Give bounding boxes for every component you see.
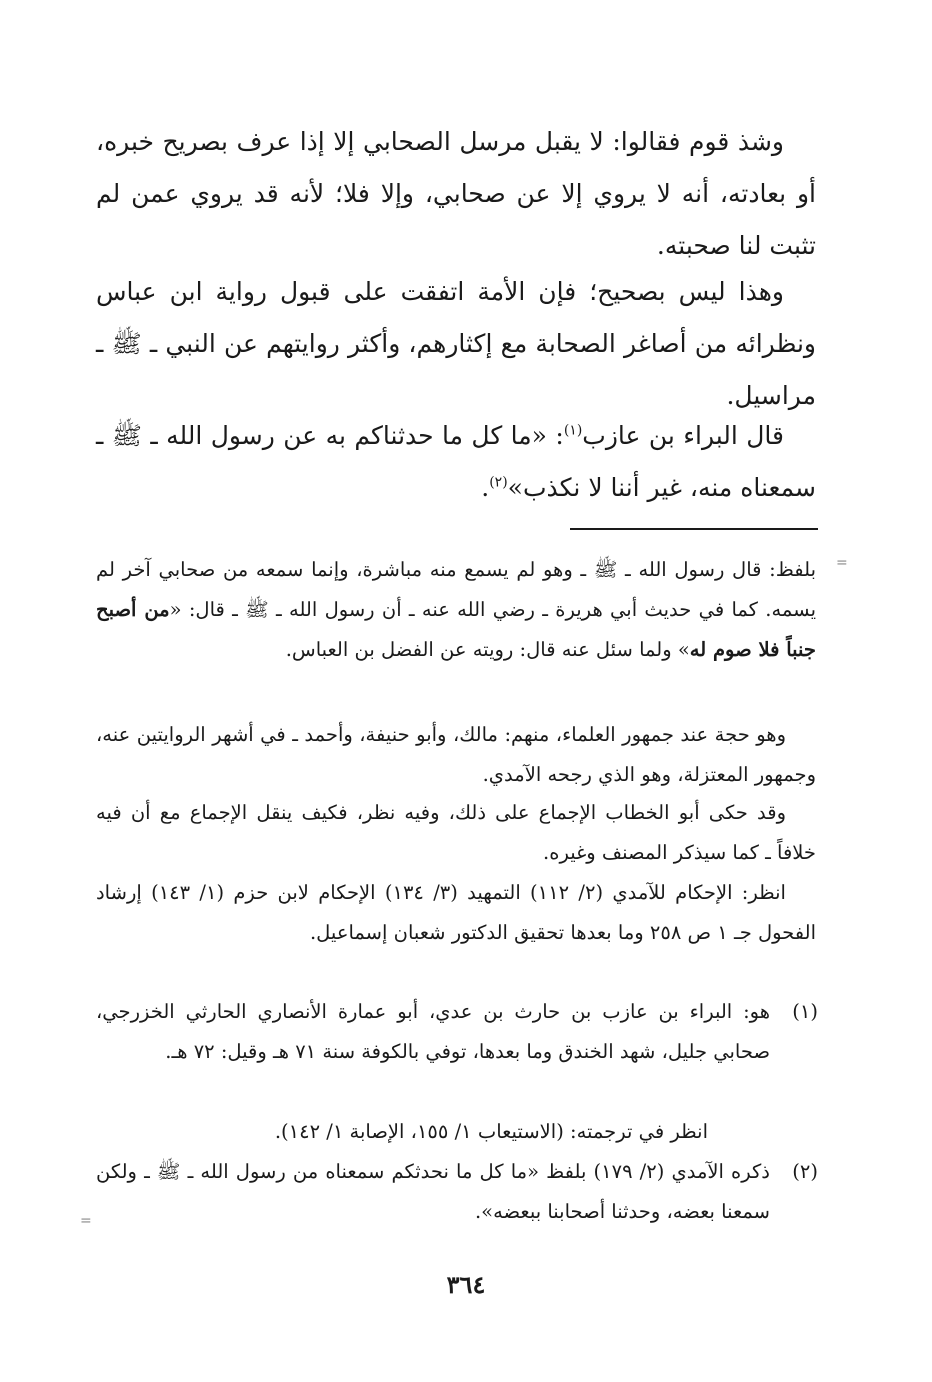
footnote-hadith-bold: من أصبح جنباً فلا صوم له xyxy=(96,598,816,661)
margin-mark-bottom: = xyxy=(80,1213,92,1229)
footnote-paragraph-b xyxy=(96,715,816,795)
paragraph-3-text-b: : «ما كل ما حدثناكم به عن رسول الله ـ ﷺ ـ سمعناه منه، غير أننا لا نكذب» xyxy=(96,421,816,502)
footnote-ref-2[interactable]: (٢) xyxy=(489,474,508,491)
footnote-paragraph-c-text: وقد حكى أبو الخطاب الإجماع على ذلك، وفيه نظر، فكيف ينقل الإجماع مع أن فيه خلافاً ـ كما سيذكر المصنف وغيره. xyxy=(96,801,816,864)
footnote-1-reference-text: انظر في ترجمته: (الاستيعاب ١/ ١٥٥، الإصابة ١/ ١٤٢). xyxy=(274,1120,708,1143)
main-paragraph-2 xyxy=(96,266,816,422)
footnote-separator xyxy=(570,528,818,530)
footnote-2-number: (٢) xyxy=(792,1160,818,1183)
footnote-1-text: هو: البراء بن عازب بن حارث بن عدي، أبو عمارة الأنصاري الحارثي الخزرجي، صحابي جليل، شهد الخندق وما بعدها، توفي بالكوفة سنة ٧١ هـ وقيل: ٧٢ هـ. xyxy=(96,1000,770,1063)
footnote-1 xyxy=(96,992,818,1072)
footnote-continuation xyxy=(96,550,816,670)
footnote-continuation-text-b: » ولما سئل عنه قال: رويته عن الفضل بن العباس. xyxy=(285,638,690,661)
main-paragraph-3 xyxy=(96,410,816,514)
footnote-paragraph-d xyxy=(96,873,816,953)
footnote-paragraph-d-text: انظر: الإحكام للآمدي (٢/ ١١٢) التمهيد (٣/ ١٣٤) الإحكام لابن حزم (١/ ١٤٣) إرشاد الفحول جـ ١ ص ٢٥٨ وما بعدها تحقيق الدكتور شعبان إسماعيل. xyxy=(96,881,816,944)
paragraph-3-text-a: قال البراء بن عازب xyxy=(582,421,784,450)
margin-mark-top: = xyxy=(836,555,848,571)
footnote-paragraph-c xyxy=(96,793,816,873)
footnote-1-number: (١) xyxy=(792,1000,818,1023)
footnote-paragraph-b-text: وهو حجة عند جمهور العلماء، منهم: مالك، وأبو حنيفة، وأحمد ـ في أشهر الروايتين عنه، وجمهور المعتزلة، وهو الذي رجحه الآمدي. xyxy=(96,723,816,786)
paragraph-1-text: وشذ قوم فقالوا: لا يقبل مرسل الصحابي إلا إذا عرف بصريح خبره، أو بعادته، أنه لا يروي إلا عن صحابي، وإلا فلا؛ لأنه قد يروي عمن لم تثبت لنا صحبته. xyxy=(96,127,816,260)
footnote-2 xyxy=(96,1152,818,1232)
paragraph-3-text-c: . xyxy=(481,473,490,502)
footnote-ref-1[interactable]: (١) xyxy=(563,422,583,439)
paragraph-2-text: وهذا ليس بصحيح؛ فإن الأمة اتفقت على قبول رواية ابن عباس ونظرائه من أصاغر الصحابة مع إكثارهم، وأكثر روايتهم عن النبي ـ ﷺ ـ مراسيل. xyxy=(96,277,816,410)
main-paragraph-1 xyxy=(96,116,816,272)
footnote-2-text: ذكره الآمدي (٢/ ١٧٩) بلفظ «ما كل ما نحدثكم سمعناه من رسول الله ـ ﷺ ـ ولكن سمعنا بعضه، وحدثنا أصحابنا ببعضه». xyxy=(96,1160,770,1223)
page-number: ٣٦٤ xyxy=(446,1270,486,1299)
footnote-continuation-text-a: بلفظ: قال رسول الله ـ ﷺ ـ وهو لم يسمع منه مباشرة، وإنما سمعه من صحابي آخر لم يسمه. كما في حديث أبي هريرة ـ رضي الله عنه ـ أن رسول الله ـ ﷺ ـ قال: « xyxy=(96,558,816,621)
footnote-1-reference xyxy=(96,1112,818,1152)
